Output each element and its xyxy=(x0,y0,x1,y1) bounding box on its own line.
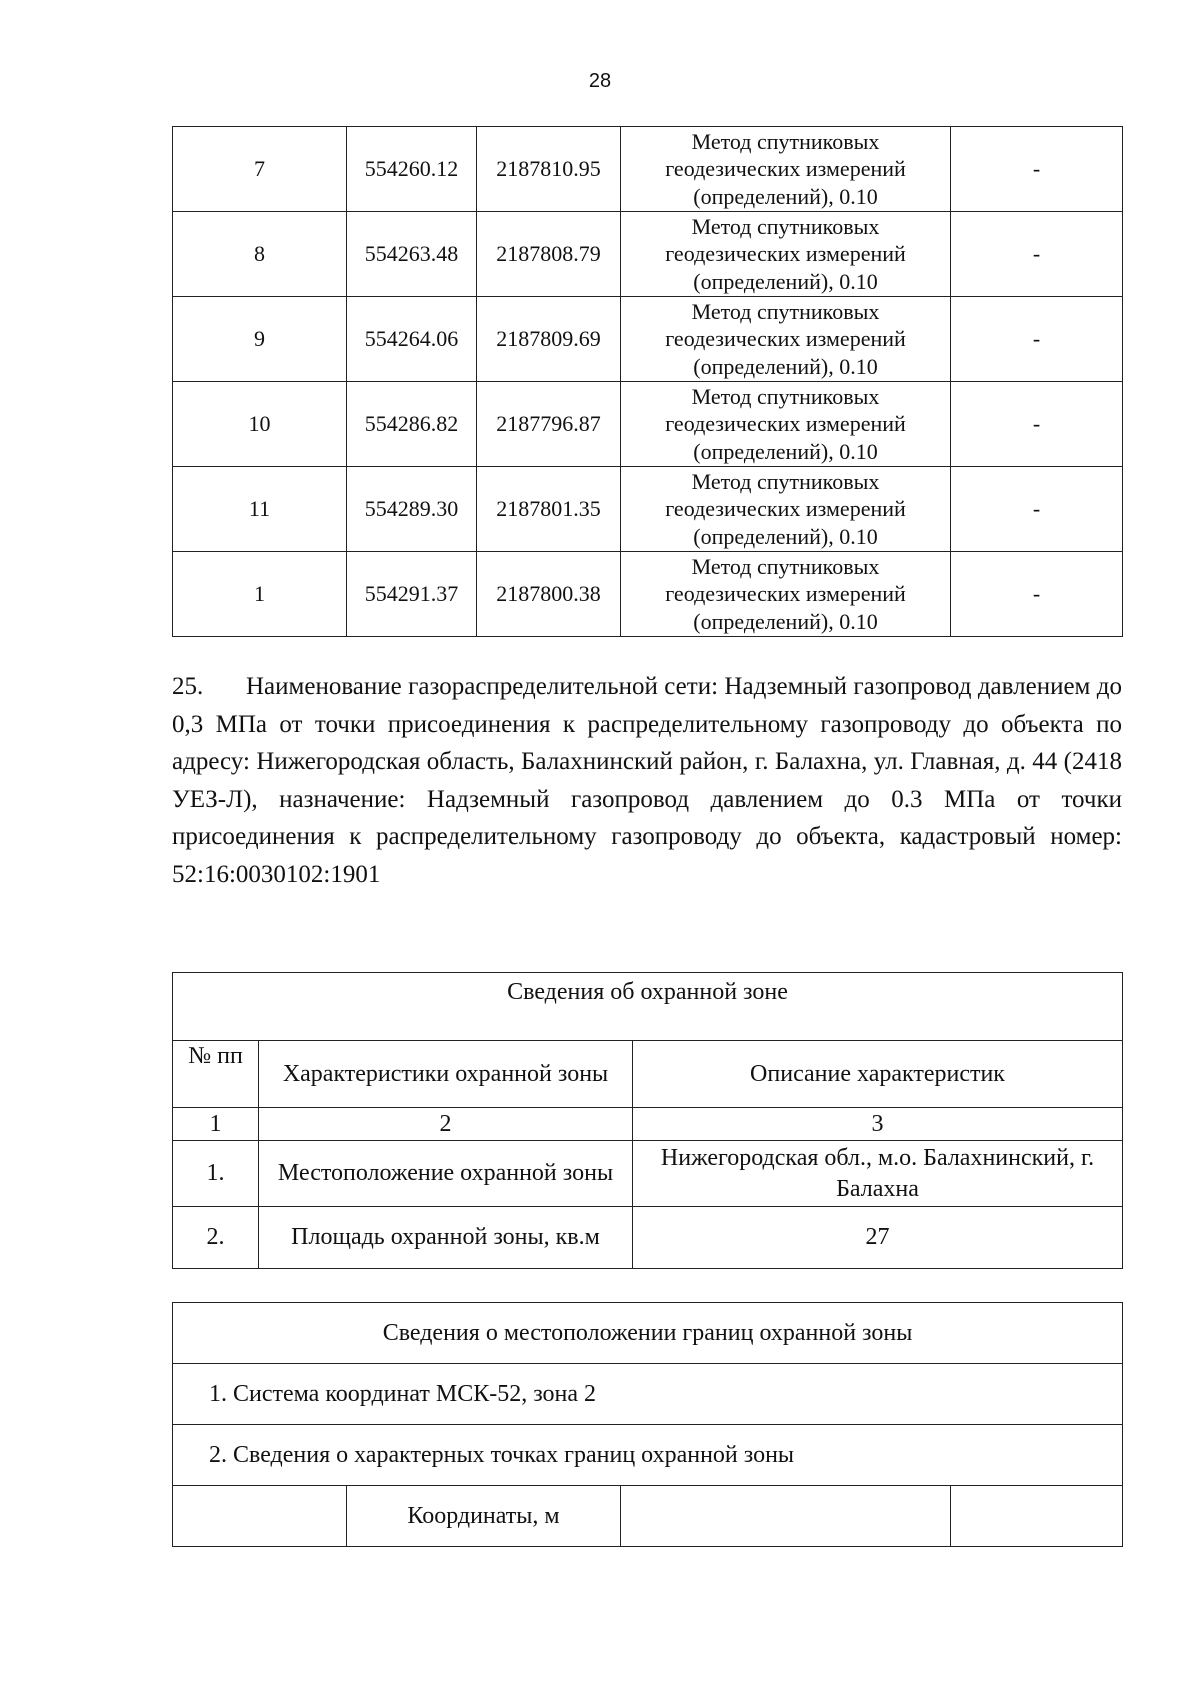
page-number: 28 xyxy=(588,70,612,92)
network-description-paragraph xyxy=(172,668,1122,893)
boundary-location-table xyxy=(172,1302,1123,1547)
method-cell xyxy=(621,212,951,297)
method-line: геодезических измерений xyxy=(665,156,906,182)
method-line: (определений), 0.10 xyxy=(693,438,878,464)
method-line: геодезических измерений xyxy=(665,326,906,352)
y-coordinate-cell: 2187809.69 xyxy=(477,297,621,382)
method-line: геодезических измерений xyxy=(665,496,906,522)
method-cell xyxy=(621,127,951,212)
coordinate-row xyxy=(173,297,1123,382)
x-coordinate-cell: 554264.06 xyxy=(347,297,477,382)
method-cell xyxy=(621,382,951,467)
method-line: геодезических измерений xyxy=(665,581,906,607)
method-line: Метод спутниковых xyxy=(691,298,880,324)
protection-zone-table xyxy=(172,972,1123,1269)
zone-row-number: 2. xyxy=(173,1207,259,1269)
coordinate-row xyxy=(173,127,1123,212)
x-coordinate-cell: 554286.82 xyxy=(347,382,477,467)
point-number-cell: 10 xyxy=(173,382,347,467)
header-number: № пп xyxy=(173,1041,259,1108)
y-coordinate-cell: 2187808.79 xyxy=(477,212,621,297)
header-description: Описание характеристик xyxy=(633,1041,1123,1108)
method-line: геодезических измерений xyxy=(665,411,906,437)
empty-cell xyxy=(621,1486,951,1547)
method-line: (определений), 0.10 xyxy=(693,608,878,634)
note-cell: - xyxy=(951,127,1123,212)
y-coordinate-cell: 2187801.35 xyxy=(477,467,621,552)
note-cell: - xyxy=(951,212,1123,297)
point-number-cell: 1 xyxy=(173,552,347,637)
zone-row-description: Нижегородская обл., м.о. Балахнинский, г. Балахна xyxy=(633,1141,1123,1207)
empty-cell xyxy=(173,1486,347,1547)
index-cell-2: 2 xyxy=(259,1108,633,1141)
method-line: геодезических измерений xyxy=(665,241,906,267)
coordinate-system-line: 1. Система координат МСК-52, зона 2 xyxy=(173,1364,1123,1425)
y-coordinate-cell: 2187810.95 xyxy=(477,127,621,212)
coordinates-header: Координаты, м xyxy=(347,1486,621,1547)
method-line: Метод спутниковых xyxy=(691,213,880,239)
method-line: Метод спутниковых xyxy=(691,128,880,154)
method-cell xyxy=(621,297,951,382)
method-line: Метод спутниковых xyxy=(691,383,880,409)
point-number-cell: 11 xyxy=(173,467,347,552)
zone-row-description: 27 xyxy=(633,1207,1123,1269)
coordinates-table xyxy=(172,126,1123,637)
y-coordinate-cell: 2187796.87 xyxy=(477,382,621,467)
x-coordinate-cell: 554289.30 xyxy=(347,467,477,552)
zone-row-characteristic: Местоположение охранной зоны xyxy=(259,1141,633,1207)
paragraph-text: Наименование газораспределительной сети: Надземный газопровод давлением до 0,3 МПа от точки присоединения к распределительному газопроводу до объекта по адресу: Нижегородская область, Балахнинский район, г. Балахна, ул. Главная, д. 44 (2418 УЕЗ-Л), назначение: Надземный газопровод давлением до 0.3 МПа от точки присоединения к распределительному газопроводу до объекта, кадастровый номер: 52:16:0030102:1901 xyxy=(172,673,1122,888)
note-cell: - xyxy=(951,467,1123,552)
index-cell-1: 1 xyxy=(173,1108,259,1141)
x-coordinate-cell: 554263.48 xyxy=(347,212,477,297)
bounds-table-title: Сведения о местоположении границ охранной зоны xyxy=(173,1303,1123,1364)
method-line: Метод спутниковых xyxy=(691,553,880,579)
empty-cell xyxy=(951,1486,1123,1547)
point-number-cell: 9 xyxy=(173,297,347,382)
method-cell xyxy=(621,552,951,637)
coordinate-row xyxy=(173,467,1123,552)
method-line: (определений), 0.10 xyxy=(693,353,878,379)
header-characteristics: Характеристики охранной зоны xyxy=(259,1041,633,1108)
note-cell: - xyxy=(951,382,1123,467)
zone-row-number: 1. xyxy=(173,1141,259,1207)
x-coordinate-cell: 554260.12 xyxy=(347,127,477,212)
method-line: Метод спутниковых xyxy=(691,468,880,494)
method-line: (определений), 0.10 xyxy=(693,268,878,294)
zone-row-characteristic: Площадь охранной зоны, кв.м xyxy=(259,1207,633,1269)
coordinate-row xyxy=(173,552,1123,637)
coordinate-row xyxy=(173,382,1123,467)
method-line: (определений), 0.10 xyxy=(693,523,878,549)
point-number-cell: 8 xyxy=(173,212,347,297)
y-coordinate-cell: 2187800.38 xyxy=(477,552,621,637)
zone-table-title: Сведения об охранной зоне xyxy=(173,973,1123,1041)
characteristic-points-line: 2. Сведения о характерных точках границ охранной зоны xyxy=(173,1425,1123,1486)
index-cell-3: 3 xyxy=(633,1108,1123,1141)
coordinate-row xyxy=(173,212,1123,297)
note-cell: - xyxy=(951,297,1123,382)
x-coordinate-cell: 554291.37 xyxy=(347,552,477,637)
point-number-cell: 7 xyxy=(173,127,347,212)
method-line: (определений), 0.10 xyxy=(693,183,878,209)
note-cell: - xyxy=(951,552,1123,637)
paragraph-number: 25. xyxy=(172,673,204,700)
method-cell xyxy=(621,467,951,552)
